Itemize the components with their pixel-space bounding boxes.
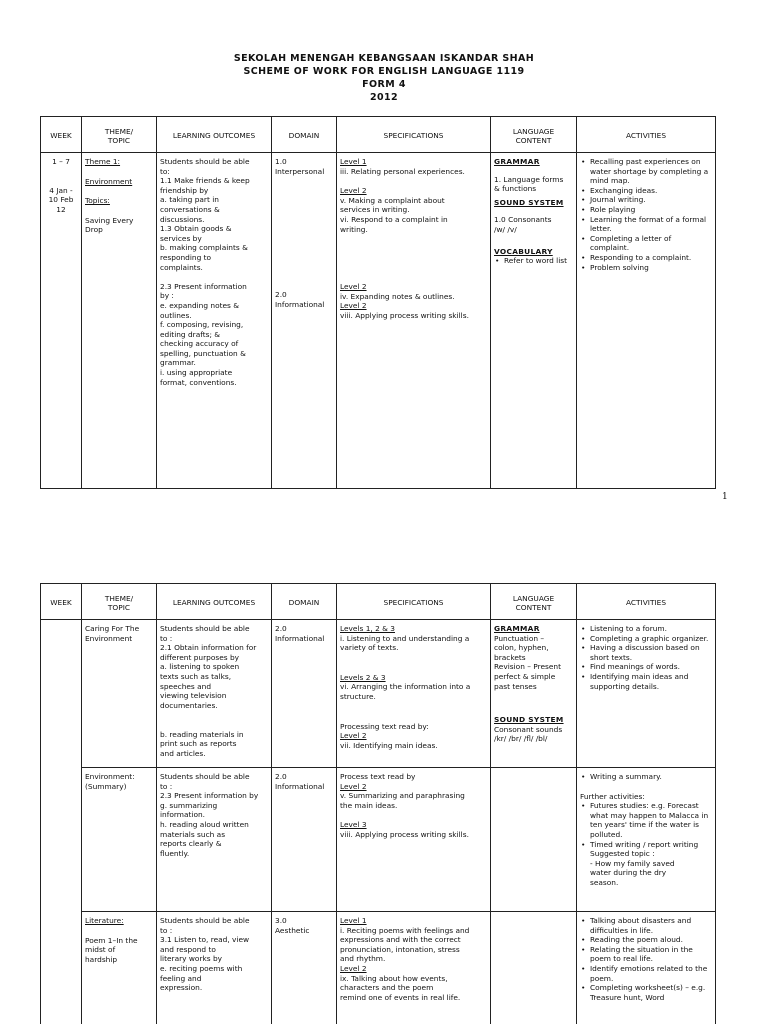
specifications-cell: [337, 768, 491, 912]
school-name: SEKOLAH MENENGAH KEBANGSAAN ISKANDAR SHAH: [233, 53, 535, 64]
outcomes-cell: Students should be able to: 1.1 Make friends & keep friendship by a. taking part in conversations & discussions. 1.3 Obtain goods & services by b. making complaints & responding to complaints. 2.3 Present information by : e. expanding notes & outlines. f. composing, revising, editing drafts; & checking accuracy of spelling, punctuation & grammar. i. using appropriate format, conventions.: [157, 153, 272, 489]
col-specifications: SPECIFICATIONS: [337, 117, 491, 153]
spec-level: Level 1: [340, 916, 367, 925]
table-row: [41, 620, 716, 768]
col-domain: DOMAIN: [272, 584, 337, 620]
spec-level: Levels 1, 2 & 3: [340, 624, 395, 633]
col-outcomes: LEARNING OUTCOMES: [157, 584, 272, 620]
activities-cell: [577, 912, 716, 1024]
domain-interpersonal: 1.0 Interpersonal: [275, 157, 325, 176]
topics-value: Saving Every Drop: [85, 215, 134, 235]
topics-label: Topics:: [85, 196, 110, 206]
spec-item: v. Making a complaint about services in writing. vi. Respond to a complaint in writing.: [340, 195, 448, 234]
activity-item: • Identifying main ideas and supporting details.: [580, 672, 712, 691]
spec-intro: Process text read by: [340, 772, 416, 781]
spec-level: Level 2: [340, 282, 367, 292]
scheme-table-1: [40, 116, 716, 489]
sound-system-label: SOUND SYSTEM: [494, 197, 564, 207]
activities-cell: [577, 153, 716, 489]
activity-item: • Learning the format of a formal letter.: [580, 215, 712, 234]
grammar-label: GRAMMAR: [494, 624, 540, 633]
domain-informational: 2.0 Informational: [275, 290, 325, 309]
activity-item: • Relating the situation in the poem to real life.: [580, 945, 712, 964]
activities-cell: [577, 620, 716, 768]
col-week: WEEK: [41, 584, 82, 620]
spec-item: iv. Expanding notes & outlines.: [340, 291, 455, 301]
specifications-cell: [337, 620, 491, 768]
spec-level: Level 3: [340, 820, 367, 830]
spec-item: viii. Applying process writing skills.: [340, 829, 469, 839]
sound-system-text: Consonant sounds /kr/ /br/ /fl/ /bl/: [494, 724, 563, 744]
spec-item: i. Listening to and understanding a variety of texts.: [340, 633, 470, 653]
col-activities: ACTIVITIES: [577, 117, 716, 153]
theme-cell: Caring For The Environment: [82, 620, 157, 768]
col-language-content: LANGUAGE CONTENT: [491, 584, 577, 620]
activity-item: • Recalling past experiences on water shortage by completing a mind map.: [580, 157, 712, 186]
theme-cell: [82, 912, 157, 1024]
outcomes-cell: Students should be able to : 2.3 Present information by g. summarizing information. h. reading aloud written materials such as reports clearly & fluently.: [157, 768, 272, 912]
table-row: [41, 912, 716, 1024]
activity-item: • Journal writing.: [580, 195, 712, 205]
specifications-cell: [337, 153, 491, 489]
activity-item: • Completing worksheet(s) – e.g. Treasure hunt, Word: [580, 983, 712, 1002]
week-cell: [41, 620, 82, 1024]
activity-item: • Futures studies: e.g. Forecast what may happen to Malacca in ten years' time if the water is polluted.: [580, 801, 712, 839]
spec-level: Level 2: [340, 731, 367, 741]
domain-cell: [272, 153, 337, 489]
activities-list: [580, 624, 712, 691]
sound-system-label: SOUND SYSTEM: [494, 715, 564, 725]
theme-value: Poem 1–In the midst of hardship: [85, 935, 138, 964]
theme-value: Environment: [85, 176, 133, 186]
sound-system-text: 1.0 Consonants /w/ /v/: [494, 215, 552, 234]
activities-cell: [577, 768, 716, 912]
col-specifications: SPECIFICATIONS: [337, 584, 491, 620]
activity-item: • Identify emotions related to the poem.: [580, 964, 712, 983]
grammar-label: GRAMMAR: [494, 157, 540, 166]
table-row: [41, 153, 716, 489]
activity-item: • Writing a summary.: [580, 772, 712, 782]
language-content-cell: [491, 153, 577, 489]
spec-level: Level 2: [340, 781, 367, 791]
activity-item: • Listening to a forum.: [580, 624, 712, 634]
spec-item: i. Reciting poems with feelings and expressions and with the correct pronunciation, intonation, stress and rhythm.: [340, 925, 470, 964]
spec-item: vi. Arranging the information into a structure.: [340, 682, 471, 701]
spec-level: Level 2: [340, 301, 367, 311]
activities-list: [580, 157, 712, 272]
activities-list: [580, 916, 712, 1002]
table-header-row: [41, 584, 716, 620]
spec-item: iii. Relating personal experiences.: [340, 166, 465, 176]
activity-item: • Responding to a complaint.: [580, 253, 712, 263]
spec-item: v. Summarizing and paraphrasing the main ideas.: [340, 791, 465, 810]
outcomes-cell: Students should be able to : 2.1 Obtain information for different purposes by a. listening to spoken texts such as talks, speeches and viewing television documentaries. b. reading materials in print such as reports and articles.: [157, 620, 272, 768]
spec-level: Levels 2 & 3: [340, 672, 386, 682]
further-activities-list: [580, 801, 712, 859]
specifications-cell: [337, 912, 491, 1024]
scheme-title: SCHEME OF WORK FOR ENGLISH LANGUAGE 1119: [243, 66, 525, 77]
table-row: [41, 768, 716, 912]
domain-cell: 2.0 Informational: [272, 620, 337, 768]
spec-level: Level 1: [340, 157, 367, 166]
activity-item: • Find meanings of words.: [580, 662, 712, 672]
col-theme: THEME/ TOPIC: [82, 117, 157, 153]
activity-item: • Role playing: [580, 205, 712, 215]
further-activities-label: Further activities:: [580, 791, 645, 801]
activity-item: • Timed writing / report writing Suggested topic :: [580, 840, 712, 859]
activity-item: • Having a discussion based on short texts.: [580, 643, 712, 662]
spec-level: Level 2: [340, 186, 367, 196]
year-label: 2012: [369, 92, 399, 103]
col-language-content: LANGUAGE CONTENT: [491, 117, 577, 153]
page-number: 1: [722, 492, 728, 502]
col-activities: ACTIVITIES: [577, 584, 716, 620]
domain-cell: 2.0 Informational: [272, 768, 337, 912]
theme-cell: [82, 153, 157, 489]
language-content-cell: [491, 768, 577, 912]
activity-item: • Talking about disasters and difficulties in life.: [580, 916, 712, 935]
col-week: WEEK: [41, 117, 82, 153]
col-outcomes: LEARNING OUTCOMES: [157, 117, 272, 153]
domain-cell: 3.0 Aesthetic: [272, 912, 337, 1024]
vocabulary-item: • Refer to word list: [494, 256, 573, 266]
activity-item: • Completing a letter of complaint.: [580, 234, 712, 253]
spec-item: ix. Talking about how events, characters and the poem remind one of events in real life.: [340, 973, 461, 1002]
suggested-topic: - How my family saved water during the dry season.: [590, 858, 675, 887]
col-theme: THEME/ TOPIC: [82, 584, 157, 620]
theme-label: Theme 1:: [85, 157, 121, 166]
vocabulary-label: VOCABULARY: [494, 246, 553, 256]
col-domain: DOMAIN: [272, 117, 337, 153]
theme-label: Literature:: [85, 916, 124, 925]
activity-item: • Exchanging ideas.: [580, 186, 712, 196]
week-cell: 1 – 7 4 Jan - 10 Feb 12: [41, 153, 82, 489]
grammar-text: Punctuation – colon, hyphen, brackets Revision – Present perfect & simple past tenses: [494, 633, 562, 691]
spec-intro: Processing text read by:: [340, 721, 429, 731]
spec-item: viii. Applying process writing skills.: [340, 310, 469, 320]
scheme-table-2: [40, 583, 716, 1024]
theme-cell: Environment: (Summary): [82, 768, 157, 912]
form-label: FORM 4: [362, 79, 406, 90]
activity-item: • Reading the poem aloud.: [580, 935, 712, 945]
activity-item: • Completing a graphic organizer.: [580, 634, 712, 644]
language-content-cell: [491, 620, 577, 768]
language-content-cell: [491, 912, 577, 1024]
spec-item: vii. Identifying main ideas.: [340, 740, 438, 750]
grammar-text: 1. Language forms & functions: [494, 174, 564, 194]
spec-level: Level 2: [340, 963, 367, 973]
outcomes-cell: Students should be able to : 3.1 Listen to, read, view and respond to literary works by e. reciting poems with feeling and expression.: [157, 912, 272, 1024]
table-header-row: [41, 117, 716, 153]
activity-item: • Problem solving: [580, 263, 712, 273]
